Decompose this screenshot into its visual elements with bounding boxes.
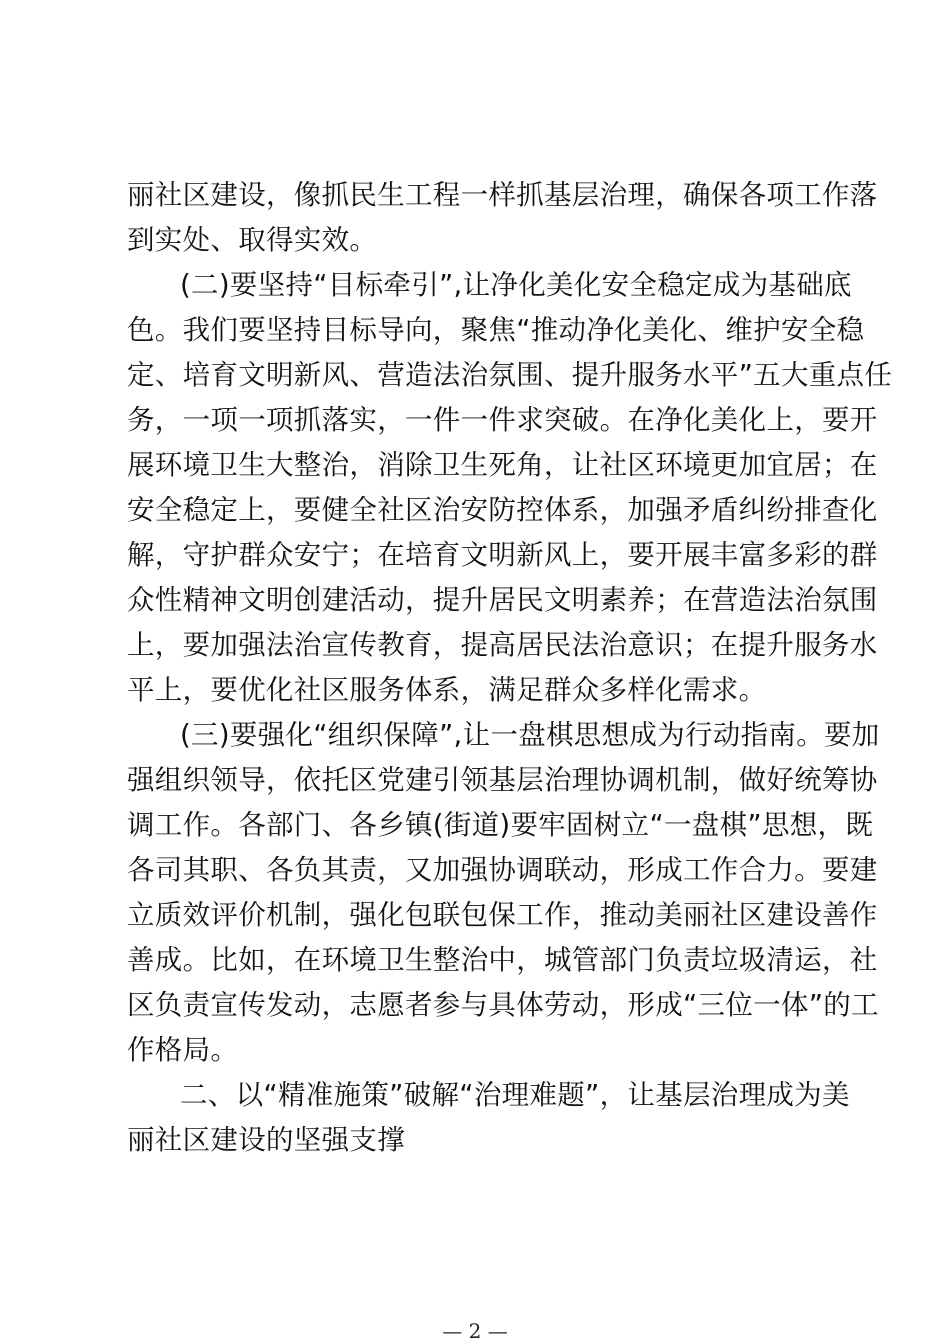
paragraph-start-line: (三)要强化“组织保障”,让一盘棋思想成为行动指南。要加 bbox=[180, 719, 880, 751]
text-line: 安全稳定上，要健全社区治安防控体系，加强矛盾纠纷排查化 bbox=[127, 494, 878, 526]
text-line: 展环境卫生大整治，消除卫生死角，让社区环境更加宜居；在 bbox=[127, 449, 878, 481]
text-line: 解，守护群众安宁；在培育文明新风上，要开展丰富多彩的群 bbox=[127, 539, 878, 571]
text-line: 务，一项一项抓落实，一件一件求突破。在净化美化上，要开 bbox=[127, 404, 878, 436]
text-line: 各司其职、各负其责，又加强协调联动，形成工作合力。要建 bbox=[127, 854, 878, 886]
text-line: 上，要加强法治宣传教育，提高居民法治意识；在提升服务水 bbox=[127, 629, 878, 661]
section-heading-line: 二、以“精准施策”破解“治理难题”，让基层治理成为美 bbox=[180, 1079, 850, 1111]
section-heading-line: 丽社区建设的坚强支撑 bbox=[127, 1124, 405, 1156]
text-line: 作格局。 bbox=[127, 1034, 239, 1066]
text-line: 丽社区建设，像抓民生工程一样抓基层治理，确保各项工作落 bbox=[127, 179, 878, 211]
text-line: 平上，要优化社区服务体系，满足群众多样化需求。 bbox=[127, 674, 767, 706]
text-line: 到实处、取得实效。 bbox=[127, 224, 378, 256]
paragraph-start-line: (二)要坚持“目标牵引”,让净化美化安全稳定成为基础底 bbox=[180, 269, 852, 301]
text-line: 强组织领导，依托区党建引领基层治理协调机制，做好统筹协 bbox=[127, 764, 878, 796]
text-line: 善成。比如，在环境卫生整治中，城管部门负责垃圾清运，社 bbox=[127, 944, 878, 976]
text-line: 调工作。各部门、各乡镇(街道)要牢固树立“一盘棋”思想，既 bbox=[127, 809, 874, 841]
text-line: 立质效评价机制，强化包联包保工作，推动美丽社区建设善作 bbox=[127, 899, 878, 931]
text-line: 色。我们要坚持目标导向，聚焦“推动净化美化、维护安全稳 bbox=[127, 314, 865, 346]
text-line: 众性精神文明创建活动，提升居民文明素养；在营造法治氛围 bbox=[127, 584, 878, 616]
text-line: 定、培育文明新风、营造法治氛围、提升服务水平”五大重点任 bbox=[127, 359, 893, 391]
text-line: 区负责宣传发动，志愿者参与具体劳动，形成“三位一体”的工 bbox=[127, 989, 879, 1021]
page-number: — 2 — bbox=[442, 1319, 508, 1343]
